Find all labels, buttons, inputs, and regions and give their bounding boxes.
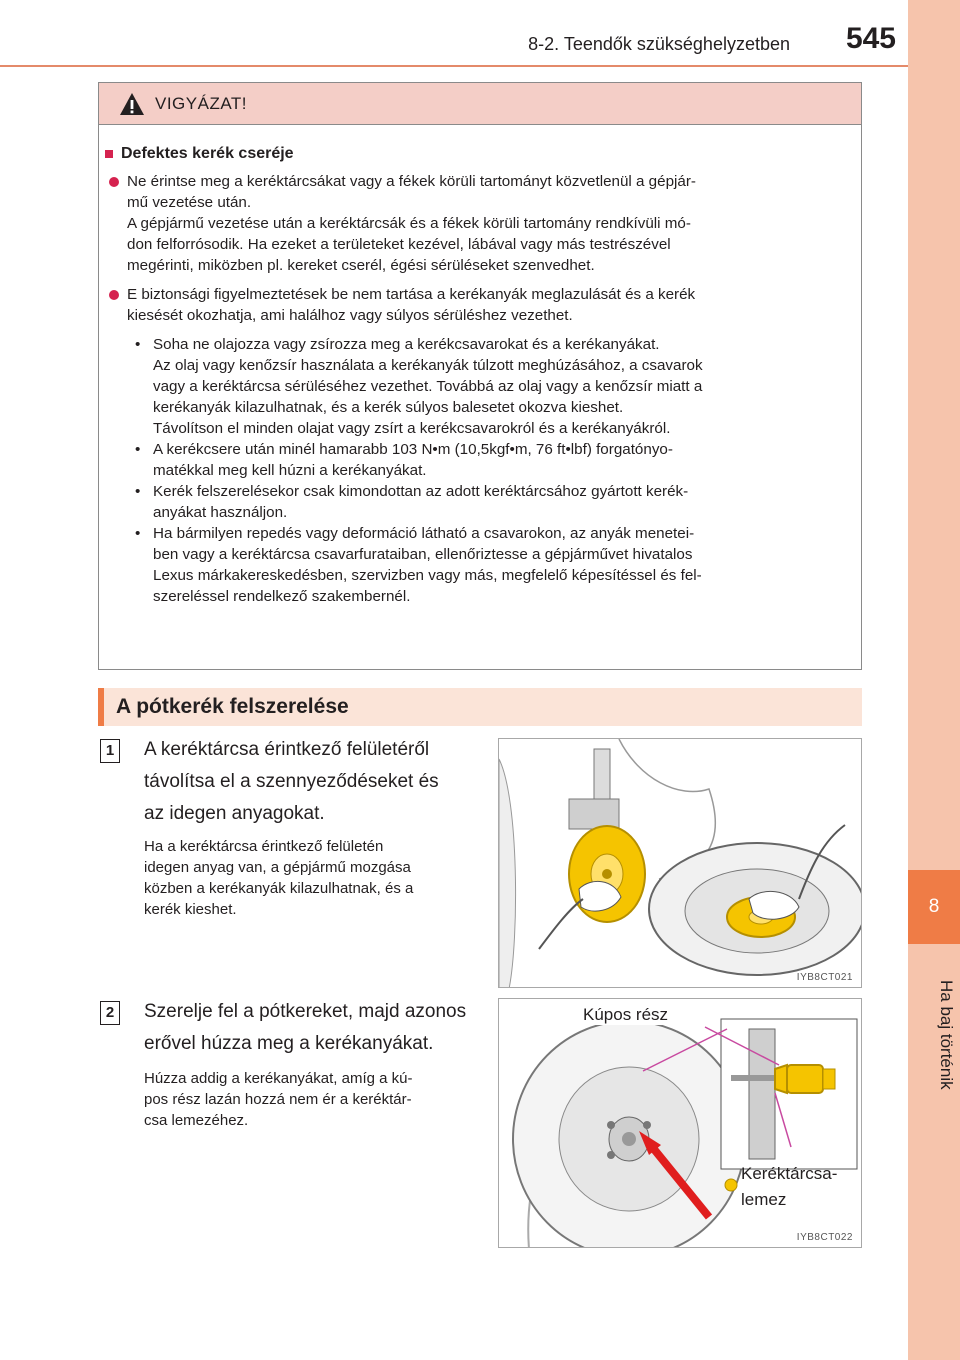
step-number-badge: 1 [100, 739, 120, 763]
dot-marker: • [135, 441, 141, 458]
list-item [135, 334, 851, 439]
caution-bullet [105, 171, 851, 276]
step-instruction [144, 734, 478, 830]
text-line: kerékanyák kilazulhatnak, és a kerék súlyos balesetet okozva kieshet. [153, 399, 624, 416]
dot-marker: • [135, 336, 141, 353]
list-item [135, 481, 851, 523]
section-accent-bar [98, 688, 104, 726]
caution-box [98, 82, 862, 670]
text-line: Ha a keréktárcsa érintkező felületén [144, 838, 384, 855]
text-line: megérinti, miközben pl. kereket cserél, égési sérüléseket szenvedhet. [127, 257, 595, 274]
figure-code: IYB8CT021 [796, 972, 853, 983]
figure-tighten-nuts [498, 998, 862, 1248]
page-number: 545 [845, 22, 896, 55]
text-line: az idegen anyagokat. [144, 803, 325, 824]
text-line: mű vezetése után. [127, 194, 252, 211]
text-line: Soha ne olajozza vagy zsírozza meg a kerékcsavarokat és a kerékanyákat. [153, 336, 660, 353]
warning-triangle-icon [119, 92, 145, 116]
wheel-cleaning-illustration [499, 739, 862, 988]
text-line: Ha bármilyen repedés vagy deformáció látható a csavarokon, az anyák menetei- [153, 525, 695, 542]
figure-code: IYB8CT022 [796, 1232, 853, 1243]
text-line: szereléssel rendelkező szakembernél. [153, 588, 411, 605]
text-line: vagy a keréktárcsa sérüléséhez vezethet. Továbbá az olaj vagy a kenőzsír miatt a [153, 378, 703, 395]
dot-marker: • [135, 525, 141, 542]
text-line: kiesését okozhatja, ami halálhoz vagy súlyos sérüléshez vezethet. [127, 307, 573, 324]
text-line: A gépjármű vezetése után a keréktárcsák és a fékek körüli tartomány rendkívüli mó- [127, 215, 691, 232]
list-item [135, 439, 851, 481]
section-heading [98, 688, 862, 726]
text-line: kerék kieshet. [144, 901, 237, 918]
label-wheel-plate [741, 1161, 837, 1213]
text-line: Szerelje fel a pótkereket, majd azonos [144, 1001, 467, 1022]
square-bullet-icon [105, 150, 113, 158]
text-line: Húzza addig a kerékanyákat, amíg a kú- [144, 1070, 413, 1087]
dot-marker: • [135, 483, 141, 500]
text-line: Távolítson el minden olajat vagy zsírt a kerékcsavarokról és a kerékanyákról. [153, 420, 671, 437]
text-line: Keréktárcsa- [741, 1164, 838, 1183]
step-number-badge: 2 [100, 1001, 120, 1025]
header-section-title: 8-2. Teendők szükséghelyzetben [528, 34, 790, 54]
text-line: Az olaj vagy kenőzsír használata a kerékanyák túlzott meghúzásához, a csavarok [153, 357, 703, 374]
text-line: E biztonsági figyelmeztetések be nem tartása a kerékanyák meglazulását és a kerék [127, 286, 696, 303]
side-tab-chapter-title: Ha baj történik [937, 980, 956, 1090]
text-line: A keréktárcsa érintkező felületéről [144, 739, 430, 760]
text-line: anyákat használjon. [153, 504, 288, 521]
text-line: Lexus márkakereskedésben, szervizben vagy más, megfelelő képesítéssel és fel- [153, 567, 702, 584]
text-line: ben vagy a keréktárcsa csavarfurataiban, ellenőriztesse a gépjárművet hivatalos [153, 546, 693, 563]
text-line: idegen anyag van, a gépjármű mozgása [144, 859, 411, 876]
text-line: lemez [741, 1190, 787, 1209]
text-line: erővel húzza meg a kerékanyákat. [144, 1033, 434, 1054]
text-line: közben a kerékanyák kilazulhatnak, és a [144, 880, 414, 897]
caution-sub-list [135, 334, 851, 607]
figure-clean-wheel-surface [498, 738, 862, 988]
circle-bullet-icon [109, 290, 119, 300]
text-line: A kerékcsere után minél hamarabb 103 N•m (10,5kgf•m, 76 ft•lbf) forgatónyo- [153, 441, 673, 458]
header-rule [0, 65, 908, 67]
caution-header [99, 83, 861, 125]
text-line: távolítsa el a szennyeződéseket és [144, 771, 439, 792]
caution-bullet [105, 284, 851, 326]
text-line: don felforrósodik. Ha ezeket a területeket kezével, lábával vagy más testrészével [127, 236, 671, 253]
caution-body [99, 125, 861, 607]
label-cone-part: Kúpos rész [579, 1005, 672, 1025]
circle-bullet-icon [109, 177, 119, 187]
step-note [144, 836, 478, 920]
text-line: csa lemezéhez. [144, 1112, 249, 1129]
step-note [144, 1068, 478, 1131]
text-line: Ne érintse meg a keréktárcsákat vagy a fékek körüli tartományt közvetlenül a gépjár- [127, 173, 696, 190]
side-tab-chapter-number[interactable]: 8 [908, 870, 960, 944]
text-line: pos rész lazán hozzá nem ér a keréktár- [144, 1091, 412, 1108]
caution-title: VIGYÁZAT! [155, 93, 248, 113]
caution-subheading-text: Defektes kerék cseréje [121, 145, 294, 162]
step-instruction [144, 996, 478, 1060]
text-line: matékkal meg kell húzni a kerékanyákat. [153, 462, 427, 479]
section-title: A pótkerék felszerelése [116, 695, 349, 718]
side-tab-band [908, 0, 960, 1360]
text-line: Kerék felszerelésekor csak kimondottan az adott keréktárcsához gyártott kerék- [153, 483, 689, 500]
list-item [135, 523, 851, 607]
caution-subheading [105, 145, 851, 163]
